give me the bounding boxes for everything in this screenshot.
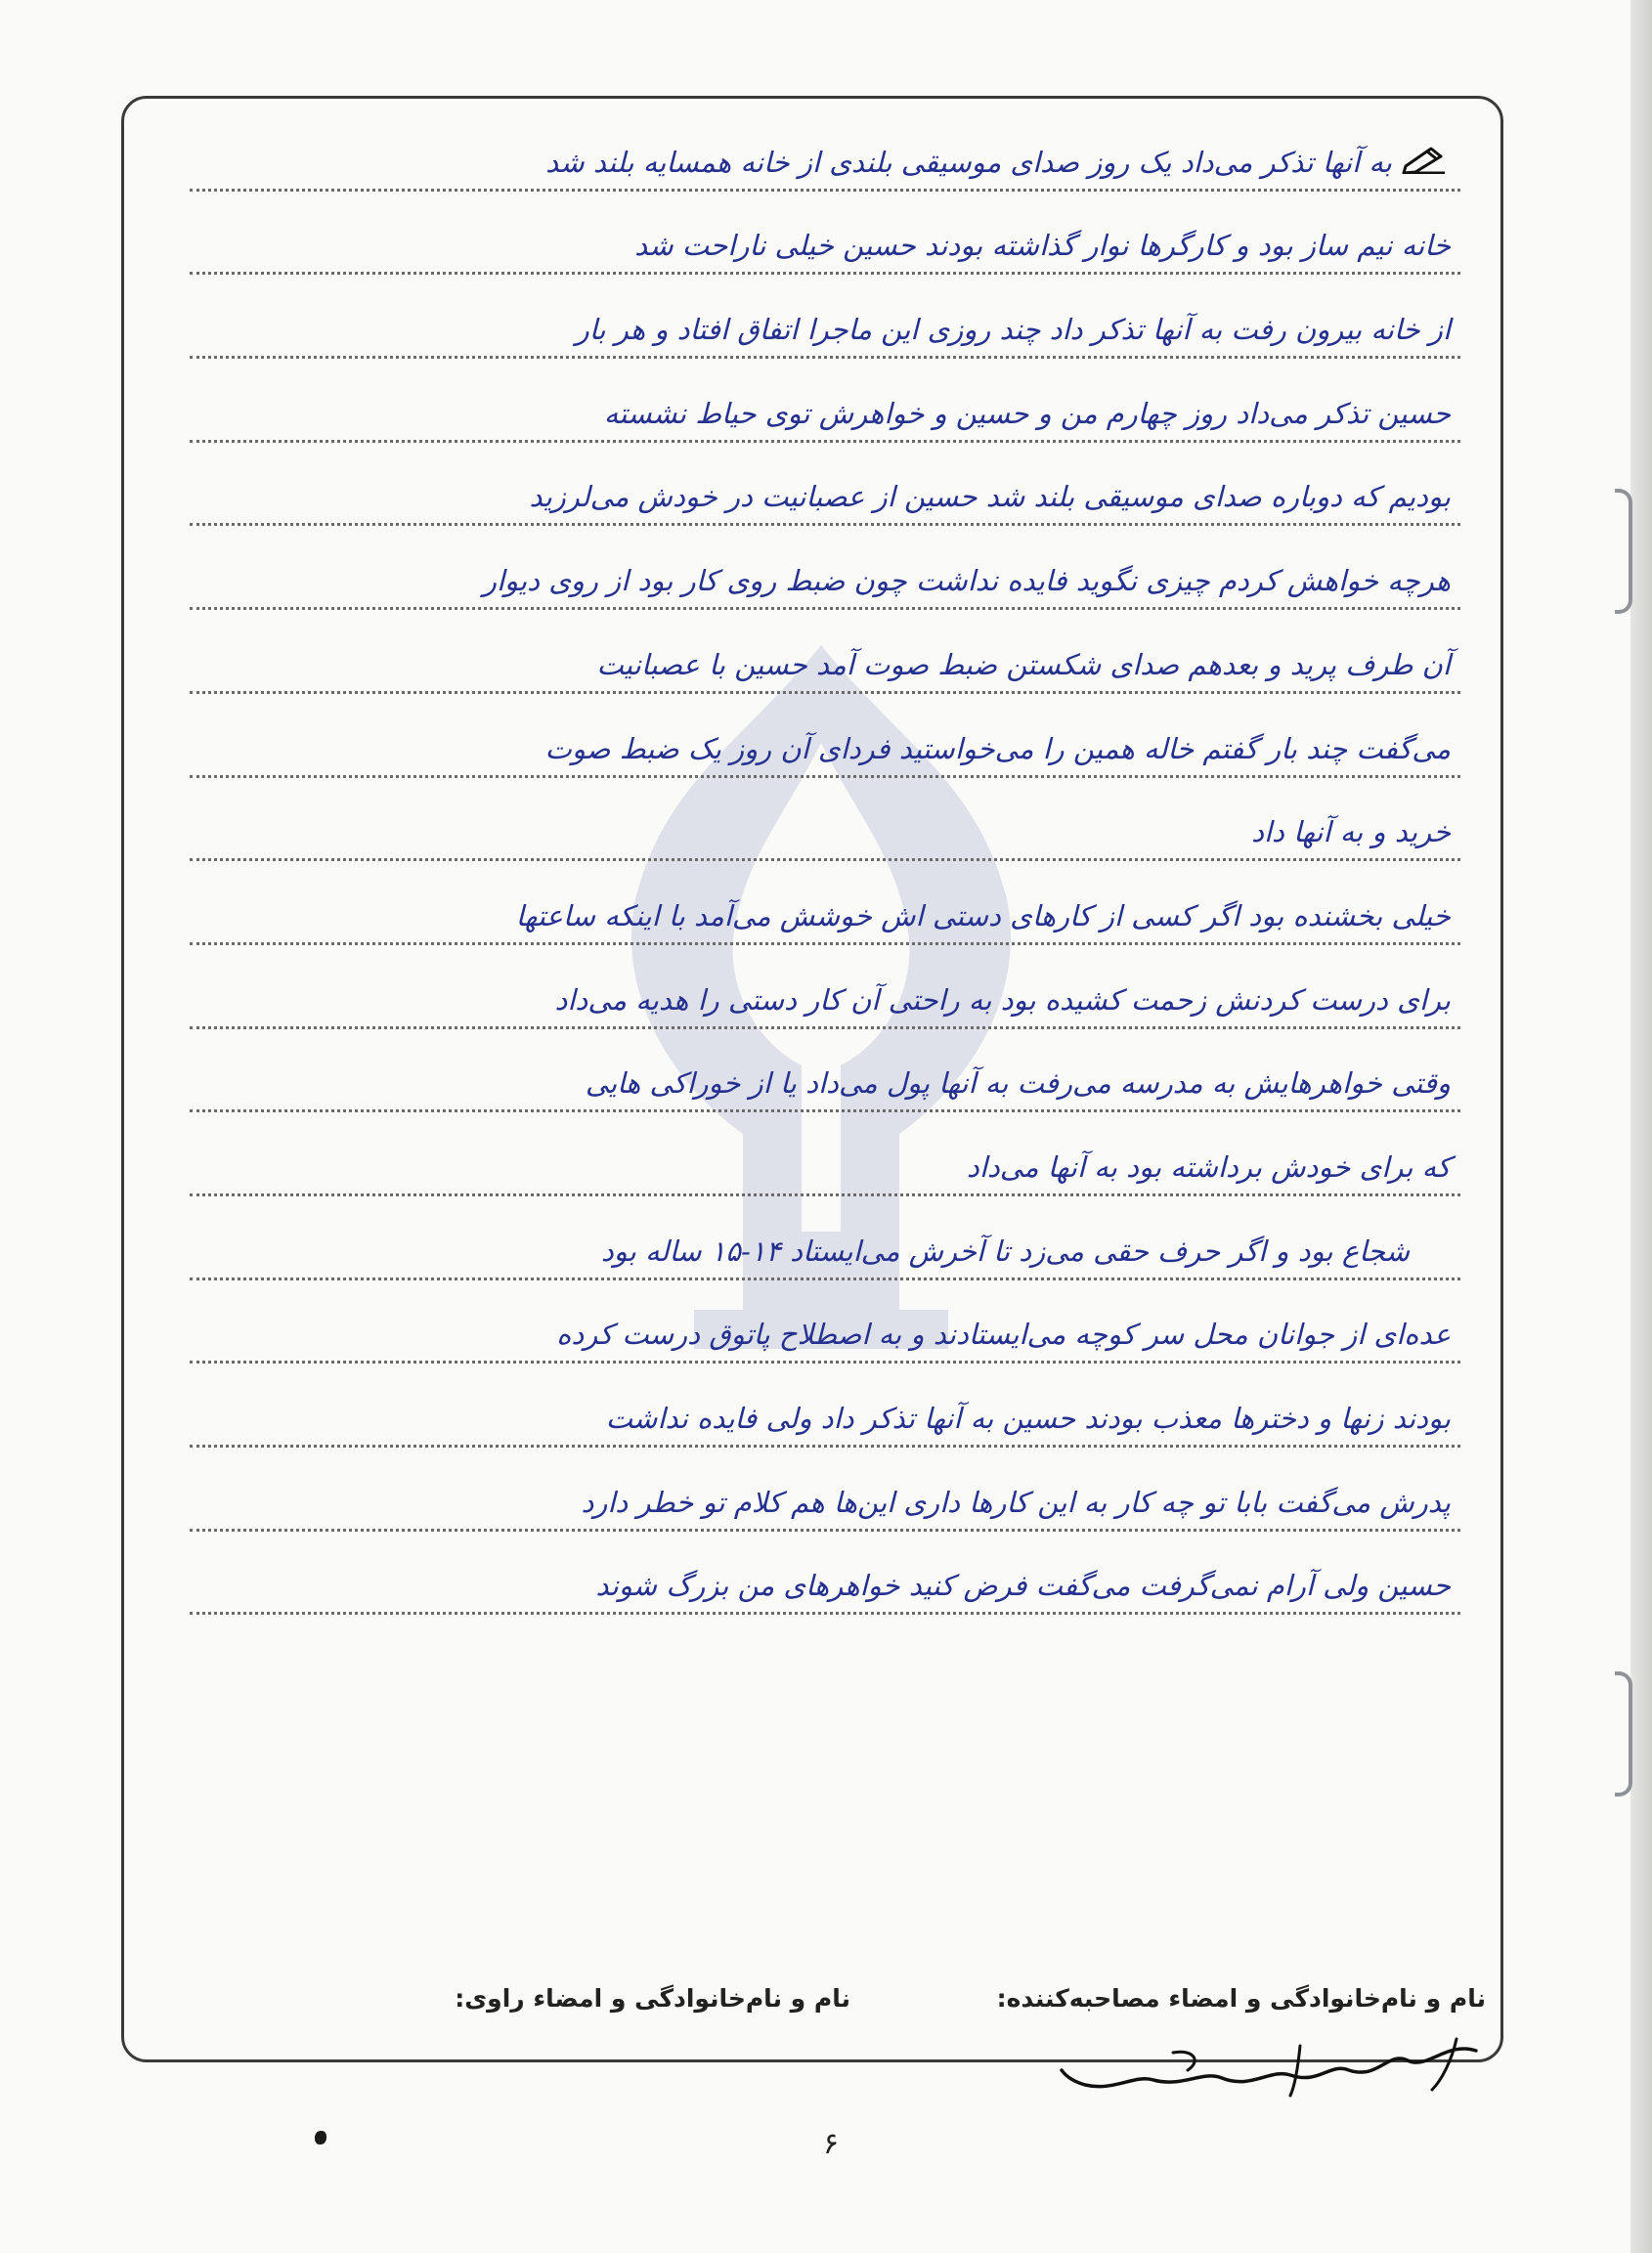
text-line: [190, 275, 1460, 359]
interviewer-signature-label: نام و نام‌خانوادگی و امضاء مصاحبه‌کننده:: [996, 1984, 1486, 2013]
line-text: عده‌ای از جوانان محل سر کوچه می‌ایستادند و به اصطلاح پاتوق درست کرده: [556, 1318, 1451, 1352]
line-text: از خانه بیرون رفت به آنها تذکر داد چند روزی این ماجرا اتفاق افتاد و هر بار: [575, 313, 1451, 347]
text-line: [190, 1112, 1460, 1196]
text-line: [190, 1280, 1460, 1365]
line-text: پدرش می‌گفت بابا تو چه کار به این کارها داری این‌ها هم کلام تو خطر دارد: [581, 1485, 1451, 1519]
narrator-signature-label: نام و نام‌خانوادگی و امضاء راوی:: [455, 1984, 850, 2013]
line-text: حسین تذکر می‌داد روز چهارم من و حسین و خواهرش توی حیاط نشسته: [603, 396, 1451, 430]
line-text: بودند زنها و دخترها معذب بودند حسین به آنها تذکر داد ولی فایده نداشت: [605, 1402, 1451, 1435]
line-text: آن طرف پرید و بعدهم صدای شکستن ضبط صوت آمد حسین با عصبانیت: [596, 647, 1451, 681]
line-text: خانه نیم ساز بود و کارگرها نوار گذاشته بودند حسین خیلی ناراحت شد: [634, 229, 1451, 263]
line-text: برای درست کردنش زحمت کشیده بود به راحتی آن کار دستی را هدیه می‌داد: [554, 982, 1451, 1017]
line-text: شجاع بود و اگر حرف حقی می‌زد تا آخرش می‌ایستاد ۱۴-۱۵ ساله بود: [600, 1234, 1410, 1268]
text-line: [190, 1196, 1460, 1280]
text-line: [190, 1448, 1460, 1532]
staple: [1615, 1671, 1632, 1797]
text-line: [190, 778, 1460, 862]
line-text: خیلی بخشنده بود اگر کسی از کارهای دستی اش خوشش می‌آمد با اینکه ساعتها: [515, 898, 1451, 932]
page-number: ۶: [822, 2127, 840, 2161]
line-text: بودیم که دوباره صدای موسیقی بلند شد حسین از عصبانیت در خودش می‌لرزید: [529, 480, 1451, 514]
line-text: خرید و به آنها داد: [1251, 815, 1451, 849]
text-line: [190, 359, 1460, 443]
line-text: می‌گفت چند بار گفتم خاله همین را می‌خواستید فردای آن روز یک ضبط صوت: [544, 731, 1451, 765]
text-line: [190, 192, 1460, 276]
line-text: که برای خودش برداشته بود به آنها می‌داد: [966, 1149, 1451, 1184]
handwritten-signature: [1056, 2031, 1486, 2100]
text-line: [190, 861, 1460, 945]
staple: [1615, 489, 1632, 614]
handwritten-lines: [190, 108, 1460, 1615]
text-line: [190, 694, 1460, 778]
text-line: [190, 1029, 1460, 1113]
text-line: [190, 1364, 1460, 1448]
signature-labels: [147, 1984, 1496, 2023]
line-text: حسین ولی آرام نمی‌گرفت می‌گفت فرض کنید خواهرهای من بزرگ شوند: [595, 1569, 1451, 1603]
text-line: [190, 610, 1460, 694]
text-line: [190, 443, 1460, 527]
text-line: [190, 108, 1460, 192]
text-line: [190, 945, 1460, 1029]
line-text: به آنها تذکر می‌داد یک روز صدای موسیقی بلندی از خانه همسایه بلند شد: [545, 145, 1392, 179]
line-text: وقتی خواهرهایش به مدرسه می‌رفت به آنها پول می‌داد یا از خوراکی هایی: [585, 1066, 1451, 1101]
text-line: [190, 526, 1460, 610]
line-text: هرچه خواهش کردم چیزی نگوید فایده نداشت چون ضبط روی کار بود از روی دیوار: [482, 564, 1451, 598]
text-line: [190, 1532, 1460, 1616]
ink-mark: [315, 2131, 326, 2145]
binding-edge: [1630, 0, 1652, 2253]
